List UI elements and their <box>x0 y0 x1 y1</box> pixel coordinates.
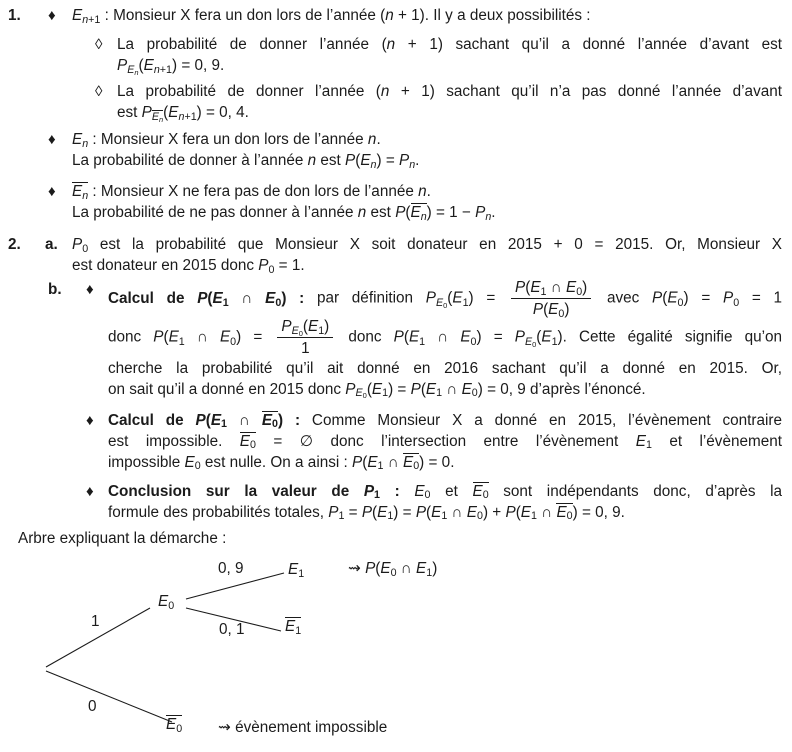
text-line: $P_0$ est la probabilité que Monsieur X soit donateur en 2015 + 0 = 2015. Or, Monsieur X <box>72 236 782 255</box>
item2-number: 2. <box>8 236 21 253</box>
text-line: cherche la probabilité qu’il ait donné en 2016 sachant qu’il a donné en 2015. Or, <box>108 359 782 377</box>
item1-intro-text <box>72 5 792 26</box>
calc-E1-E0-text <box>108 279 792 400</box>
tree-node-E0: $E_0$ <box>158 593 175 612</box>
branch-prob-E0-E1: 0, 9 <box>218 560 244 577</box>
item1-intro-row <box>0 5 792 26</box>
def-En-text <box>72 129 792 171</box>
item2b-calc1-row <box>0 279 792 400</box>
math-line: Calcul de $P(E_1$ ∩ $E_0$) : par définition $P_{E_0}(E_1)$ = $\frac{P(E_1 \cap E_0)}{P(E_0)}$ avec $P(E_0) = P_0 = 1$ <box>108 279 783 321</box>
text-line: $E_{n+1}$ : Monsieur X fera un don lors de l’année (n + 1). Il y a deux possibilités : <box>72 7 591 26</box>
math-line: $P_{E_n}(E_{n+1}) = 0$, 9. <box>117 57 225 77</box>
item2a-row <box>0 234 792 276</box>
open-diamond-bullet-icon: ◊ <box>95 36 103 53</box>
tree-node-E0-bar: $E_0$ <box>166 716 183 735</box>
annotation-E1: ⇝ $P(E_0$ ∩ $E_1$) <box>348 560 438 579</box>
item1-number: 1. <box>8 7 21 24</box>
filled-diamond-bullet-icon: ♦ <box>48 7 56 24</box>
filled-diamond-bullet-icon: ♦ <box>86 411 94 429</box>
branch-prob-root-E0bar: 0 <box>88 698 97 715</box>
math-line: est $P_{E_n}(E_{n+1}) = 0$, 4. <box>117 104 249 124</box>
item1-case-not-given-row <box>0 81 792 123</box>
item2b-label: b. <box>48 281 62 298</box>
item2b-calc2-row <box>0 410 792 473</box>
filled-diamond-bullet-icon: ♦ <box>48 183 56 200</box>
text-line: est impossible. $E_0$ = ∅ donc l’intersection entre l’évènement $E_1$ et l’évènement <box>108 432 782 452</box>
def-En-bar-text <box>72 181 792 223</box>
item2b-conclusion-row <box>0 481 792 523</box>
tree-node-E1: $E_1$ <box>288 561 305 580</box>
tree-node-E1-bar: $E_1$ <box>285 618 302 637</box>
item1-def-En-row <box>0 129 792 171</box>
probability-tree <box>0 550 792 752</box>
text-line: La probabilité de donner à l’année n est $P(E_n) = P_n$. <box>72 152 420 171</box>
math-line: on sait qu’il a donné en 2015 donc $P_{E_0}(E_1) = P(E_1$ ∩ $E_0) = 0$, 9 d’après l’énoncé. <box>108 380 646 401</box>
item1-case-given-row <box>0 34 792 76</box>
text-line: La probabilité de ne pas donner à l’année n est $P(E_n) = 1 - P_n$. <box>72 204 496 223</box>
text-line: La probabilité de donner l’année (n + 1) sachant qu’il a donné l’année d’avant est <box>117 36 782 53</box>
branch-prob-E0-E1bar: 0, 1 <box>219 621 245 638</box>
tree-caption: Arbre expliquant la démarche : <box>18 529 227 547</box>
text-line: $E_n$ : Monsieur X ne fera pas de don lors de l’année n. <box>72 183 431 202</box>
item2a-text <box>72 234 792 276</box>
text-line: $E_n$ : Monsieur X fera un don lors de l’année n. <box>72 131 381 150</box>
math-line: formule des probabilités totales, $P_1 = P(E_1) = P(E_1$ ∩ $E_0) + P(E_1$ ∩ $E_0) = 0$, 9. <box>108 503 625 523</box>
calc-E1-E0bar-text <box>108 410 792 473</box>
item1-def-En-bar-row <box>0 181 792 223</box>
case-given-text <box>117 34 792 76</box>
math-line: donc $P(E_1$ ∩ $E_0$) = $\frac{P_{E_0}(E_1)}{1}$ donc $P(E_1$ ∩ $E_0) = P_{E_0}(E_1)$. Cette égalité signifie qu’on <box>108 318 782 358</box>
branch-prob-root-E0: 1 <box>91 613 100 630</box>
tree-branches <box>0 550 792 752</box>
text-line: est donateur en 2015 donc $P_0 = 1$. <box>72 257 305 276</box>
text-line: Calcul de $P(E_1$ ∩ $E_0$) : Comme Monsieur X a donné en 2015, l’évènement contraire <box>108 411 782 431</box>
open-diamond-bullet-icon: ◊ <box>95 83 103 100</box>
filled-diamond-bullet-icon: ♦ <box>86 482 94 500</box>
filled-diamond-bullet-icon: ♦ <box>48 131 56 148</box>
item2a-label: a. <box>45 236 58 253</box>
annotation-E0-bar: ⇝ évènement impossible <box>218 719 388 736</box>
tree-branch-line <box>46 671 172 722</box>
conclusion-text <box>108 481 792 523</box>
text-line: La probabilité de donner l’année (n + 1) sachant qu’il n’a pas donné l’année d’avant <box>117 83 782 100</box>
case-not-given-text <box>117 81 792 123</box>
math-line: impossible $E_0$ est nulle. On a ainsi : $P(E_1$ ∩ $E_0) = 0$. <box>108 453 455 473</box>
text-line: Conclusion sur la valeur de $P_1$ : $E_0$ et $E_0$ sont indépendants donc, d’après la <box>108 482 783 502</box>
filled-diamond-bullet-icon: ♦ <box>86 281 94 298</box>
